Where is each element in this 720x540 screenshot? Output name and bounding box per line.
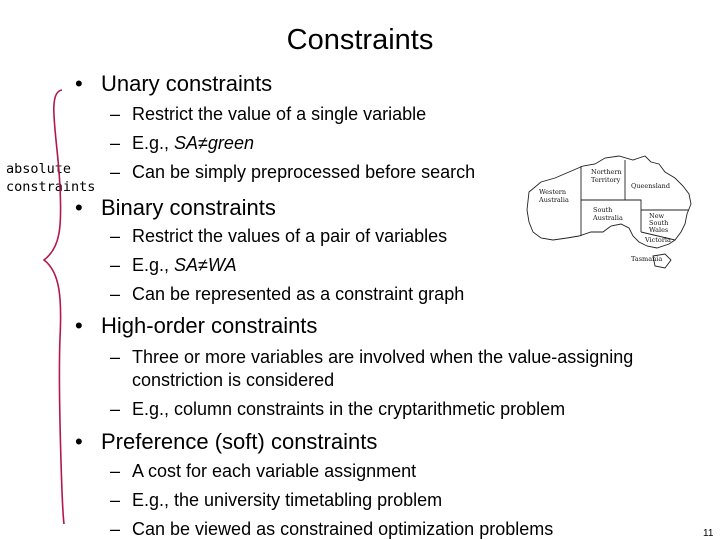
item-italic: SA≠green	[174, 133, 254, 153]
section-heading-unary	[75, 71, 272, 97]
item-text: E.g., the university timetabling problem	[132, 490, 443, 510]
map-label-sa: South	[593, 206, 613, 214]
item-text: Restrict the values of a pair of variables	[132, 226, 448, 246]
heading-text: Preference (soft) constraints	[101, 429, 378, 454]
svg-text:Australia: Australia	[539, 196, 569, 204]
dash-icon: –	[110, 399, 121, 419]
list-item	[110, 104, 426, 125]
dash-icon: –	[110, 162, 121, 182]
curly-brace	[38, 88, 68, 528]
svg-text:Territory: Territory	[591, 176, 621, 184]
svg-text:Australia: Australia	[593, 214, 623, 222]
slide-title: Constraints	[286, 24, 434, 56]
item-text: E.g.,	[132, 255, 175, 275]
heading-text: Unary constraints	[101, 71, 273, 96]
list-item	[110, 284, 464, 305]
svg-text:South: South	[649, 219, 669, 227]
map-label-nsw: New	[649, 212, 665, 220]
list-item	[110, 399, 565, 420]
heading-text: High-order constraints	[101, 313, 318, 338]
bullet-icon: •	[75, 429, 83, 454]
section-heading-binary	[75, 195, 276, 221]
page-number: 11	[703, 528, 714, 539]
item-text: E.g.,	[132, 133, 175, 153]
item-text: Three or more variables are involved when the value-assigning	[132, 347, 634, 367]
dash-icon: –	[110, 104, 121, 124]
dash-icon: –	[110, 519, 121, 539]
map-label-qld: Queensland	[631, 182, 671, 190]
australia-map	[525, 152, 700, 270]
map-label-tas: Tasmania	[631, 255, 663, 263]
map-label-wa: Western	[539, 188, 567, 196]
bullet-icon: •	[75, 195, 83, 220]
dash-icon: –	[110, 347, 121, 367]
item-text: A cost for each variable assignment	[132, 461, 417, 481]
item-italic: SA≠WA	[174, 255, 237, 275]
item-text-continued: constriction is considered	[132, 370, 335, 390]
list-item	[110, 255, 237, 276]
section-heading-high-order	[75, 313, 317, 339]
list-item	[110, 133, 254, 154]
item-text: Can be simply preprocessed before search	[132, 162, 476, 182]
heading-text: Binary constraints	[101, 195, 276, 220]
dash-icon: –	[110, 461, 121, 481]
absolute-constraints-note: absolute constraints	[6, 161, 96, 195]
dash-icon: –	[110, 255, 121, 275]
item-text: E.g., column constraints in the cryptarithmetic problem	[132, 399, 566, 419]
svg-text:Wales: Wales	[649, 226, 669, 234]
bullet-icon: •	[75, 71, 83, 96]
dash-icon: –	[110, 284, 121, 304]
list-item	[110, 490, 442, 511]
dash-icon: –	[110, 133, 121, 153]
item-text: Restrict the value of a single variable	[132, 104, 427, 124]
dash-icon: –	[110, 490, 121, 510]
list-item	[110, 519, 553, 540]
map-label-nt: Northern	[591, 168, 622, 176]
item-text: Can be viewed as constrained optimization problems	[132, 519, 554, 539]
list-item	[110, 461, 416, 482]
map-label-vic: Victoria	[645, 236, 671, 244]
dash-icon: –	[110, 226, 121, 246]
item-text: Can be represented as a constraint graph	[132, 284, 465, 304]
bullet-icon: •	[75, 313, 83, 338]
list-item	[110, 346, 633, 392]
list-item	[110, 162, 475, 183]
section-heading-preference	[75, 429, 377, 455]
list-item	[110, 226, 447, 247]
